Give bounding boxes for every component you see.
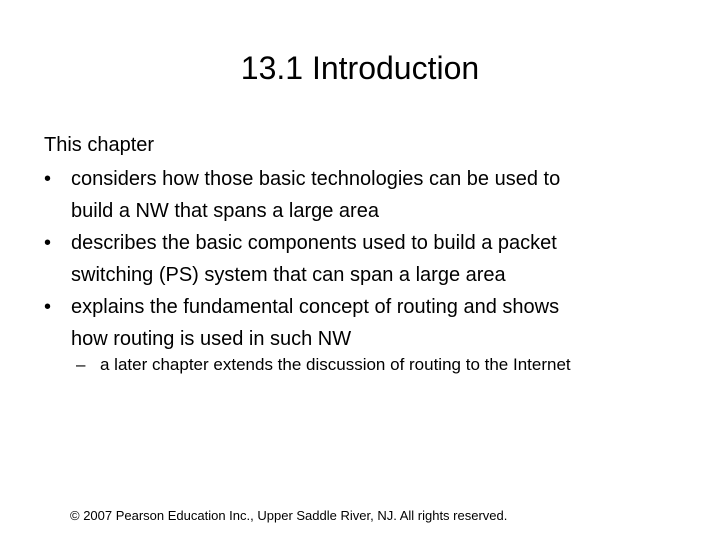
- bullet-item: [44, 163, 684, 227]
- bullet-marker: •: [44, 232, 52, 254]
- bullet-line: switching (PS) system that can span a large area: [71, 264, 506, 286]
- slide-title: 13.1 Introduction: [240, 50, 480, 86]
- bullet-line: how routing is used in such NW: [71, 328, 352, 350]
- bullet-list: [44, 163, 684, 355]
- sub-bullet-marker: –: [76, 355, 86, 374]
- bullet-line: describes the basic components used to build a packet: [71, 232, 557, 254]
- bullet-marker: •: [44, 168, 52, 190]
- sub-bullet-text: a later chapter extends the discussion of routing to the Internet: [100, 355, 571, 374]
- intro-text: This chapter: [44, 134, 155, 156]
- sub-bullet-item: [76, 353, 571, 377]
- bullet-line: build a NW that spans a large area: [71, 200, 379, 222]
- bullet-marker: •: [44, 296, 52, 318]
- copyright-footer: © 2007 Pearson Education Inc., Upper Saddle River, NJ. All rights reserved.: [70, 508, 508, 523]
- bullet-line: considers how those basic technologies can be used to: [71, 168, 561, 190]
- bullet-item: [44, 227, 684, 291]
- bullet-line: explains the fundamental concept of routing and shows: [71, 296, 560, 318]
- bullet-item: [44, 291, 684, 355]
